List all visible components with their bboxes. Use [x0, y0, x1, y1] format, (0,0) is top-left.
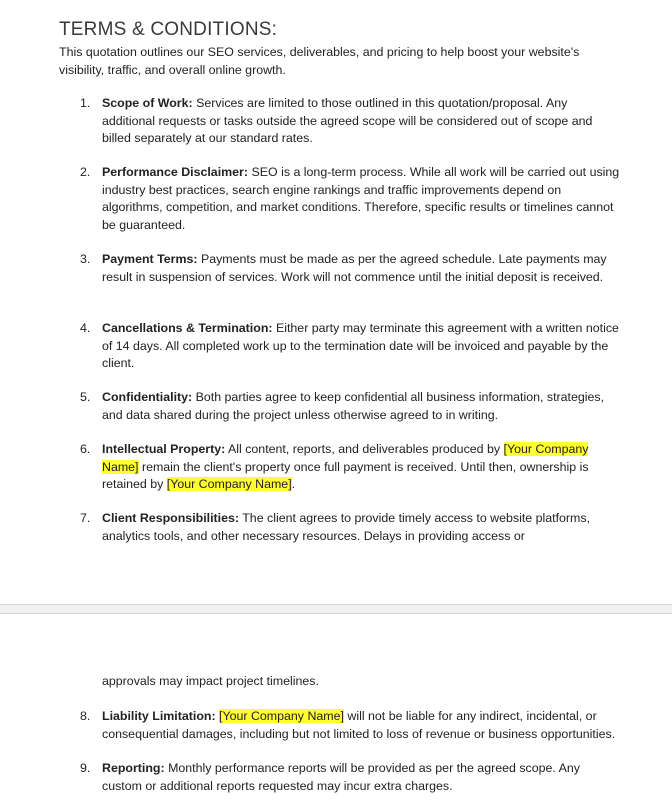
list-item	[80, 320, 622, 373]
item-title: Reporting:	[102, 761, 165, 775]
item-number: 1.	[80, 96, 91, 110]
company-name-placeholder: [Your Company Name]	[166, 477, 292, 491]
list-item	[80, 441, 622, 494]
list-item	[80, 760, 622, 795]
item-text: will not be liable for any indirect, incidental, or consequential damages, including but not limited to loss of revenue or business opportunities.	[102, 709, 616, 741]
item-title: Intellectual Property:	[102, 442, 226, 456]
item-text: Both parties agree to keep confidential all business information, strategies, and data shared during the project unless otherwise agreed to in writing.	[102, 390, 605, 422]
item-title: Client Responsibilities:	[102, 511, 240, 525]
list-item	[80, 708, 622, 743]
item-title: Payment Terms:	[102, 252, 198, 266]
item-text: Payments must be made as per the agreed schedule. Late payments may result in suspension of services. Work will not commence until the initial deposit is received.	[102, 252, 607, 284]
item-text: remain the client's property once full payment is received. Until then, ownership is retained by	[102, 459, 589, 491]
page-break	[0, 604, 672, 614]
item-text: The client agrees to provide timely access to website platforms, analytics tools, and other necessary resources. Delays in providing access or	[102, 511, 591, 543]
list-item	[80, 510, 622, 545]
item-continuation: approvals may impact project timelines.	[102, 674, 319, 688]
item-text: SEO is a long-term process. While all work will be carried out using industry best practices, search engine rankings and traffic improvements depend on algorithms, competition, and market conditions. Therefore, specific results or timelines cannot be guaranteed.	[102, 165, 620, 232]
company-name-placeholder: [Your Company Name]	[219, 709, 344, 723]
item-number: 6.	[80, 442, 91, 456]
item-title: Performance Disclaimer:	[102, 165, 249, 179]
item-number: 7.	[80, 511, 91, 525]
list-item	[80, 95, 622, 148]
item-number: 8.	[80, 709, 91, 723]
company-name-placeholder: [Your Company Name]	[102, 442, 589, 474]
item-text: .	[291, 477, 296, 491]
item-number: 2.	[80, 165, 91, 179]
item-title: Cancellations & Termination:	[102, 321, 273, 335]
item-text: Services are limited to those outlined in this quotation/proposal. Any additional requests or tasks outside the agreed scope will be considered out of scope and billed separately at our standard rates.	[102, 96, 593, 145]
document-page-2	[0, 614, 672, 800]
item-text: Monthly performance reports will be provided as per the agreed scope. Any custom or additional reports requested may incur extra charges.	[102, 761, 580, 793]
item-title: Liability Limitation:	[102, 709, 216, 723]
item-title: Scope of Work:	[102, 96, 193, 110]
item-number: 5.	[80, 390, 91, 404]
item-number: 3.	[80, 252, 91, 266]
item-number: 4.	[80, 321, 91, 335]
intro-paragraph: This quotation outlines our SEO services, deliverables, and pricing to help boost your website's visibility, traffic, and overall online growth.	[59, 45, 580, 77]
item-text: Either party may terminate this agreement with a written notice of 14 days. All completed work up to the termination date will be invoiced and payable by the client.	[102, 321, 619, 370]
item-title: Confidentiality:	[102, 390, 193, 404]
page-heading: TERMS & CONDITIONS:	[59, 19, 278, 40]
list-item	[80, 251, 622, 286]
list-item	[80, 389, 622, 424]
list-item	[80, 164, 622, 234]
item-number: 9.	[80, 761, 91, 775]
item-text: All content, reports, and deliverables produced by	[225, 442, 504, 456]
